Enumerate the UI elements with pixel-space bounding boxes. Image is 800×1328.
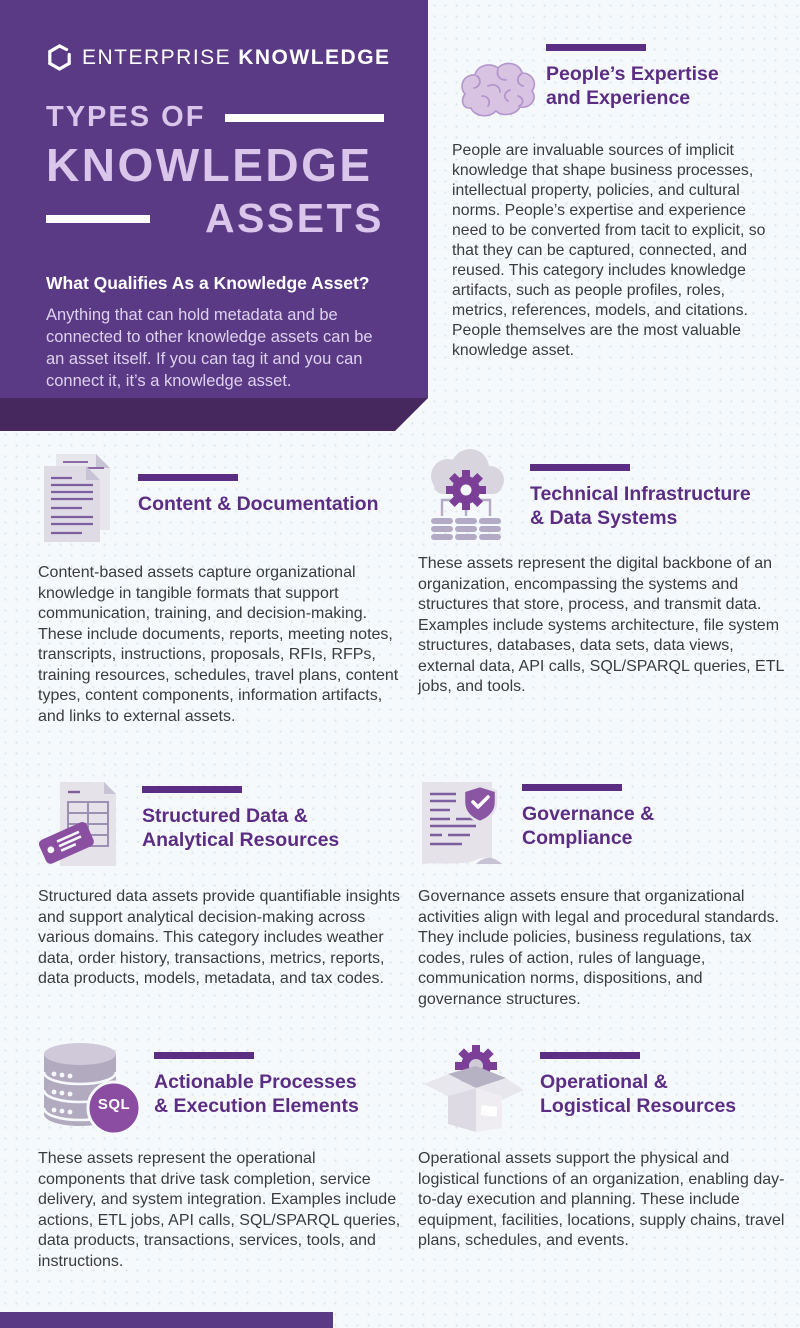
section-title-content: Content & Documentation	[138, 493, 379, 515]
section-content	[38, 452, 404, 727]
brand-name	[82, 46, 391, 70]
title-assets: ASSETS	[204, 195, 384, 241]
section-structured	[38, 780, 404, 990]
header-block	[0, 0, 428, 398]
title-rule-right	[225, 114, 384, 122]
shield-document-icon	[418, 780, 504, 877]
section-title-operational: Operational & Logistical Resources	[540, 1071, 737, 1117]
database-sql-icon	[38, 1040, 140, 1141]
section-rule	[530, 464, 630, 471]
section-body-actionable: These assets represent the operational components that drive task completion, service delivery, and system integration. Examples include actions, ETL jobs, API calls, SQL/SPARQL queries, data products, transactions, services, tools, and instructions.	[38, 1150, 401, 1270]
section-title-governance: Governance & Compliance	[522, 803, 655, 849]
brand-logo	[46, 44, 391, 71]
section-governance	[418, 780, 786, 1010]
section-title-people: People’s Expertise and Experience	[546, 63, 719, 109]
section-title-structured: Structured Data & Analytical Resources	[142, 805, 340, 851]
table-tag-icon	[38, 780, 122, 877]
poster-title	[46, 101, 384, 242]
question-body: Anything that can hold metadata and be connected to other knowledge assets can be an asset itself. If you can tag it and you can connect it, it’s a knowledge asset.	[46, 306, 373, 390]
section-body-content: Content-based assets capture organizational knowledge in tangible formats that support communication, training, and decision-making. These include documents, reports, meeting notes, transcripts, instructions, proposals, RFIs, RFPs, training resources, schedules, travel plans, content types, content components, information artifacts, and links to external assets.	[38, 564, 399, 725]
section-body-structured: Structured data assets provide quantifiable insights and support analytical decision-making across various domains. This category includes weather data, order history, transactions, metrics, reports, data products, models, metadata, and tax codes.	[38, 888, 400, 987]
cloud-database-icon	[418, 448, 514, 549]
question-heading: What Qualifies As a Knowledge Asset?	[46, 273, 370, 293]
section-rule	[522, 784, 622, 791]
documents-icon	[38, 452, 120, 549]
section-operational	[418, 1040, 786, 1252]
section-rule	[540, 1052, 640, 1059]
section-people	[452, 44, 778, 361]
hexagon-logo-icon	[46, 44, 73, 71]
title-types-of: TYPES OF	[46, 101, 206, 133]
section-rule	[142, 786, 242, 793]
section-technical	[418, 448, 786, 698]
title-rule-left	[46, 215, 150, 223]
section-title-actionable: Actionable Processes & Execution Elements	[154, 1071, 359, 1117]
brain-icon	[452, 56, 538, 123]
brand-word-knowledge: KNOWLEDGE	[238, 45, 391, 69]
section-actionable	[38, 1040, 404, 1272]
section-body-governance: Governance assets ensure that organizational activities align with legal and procedural standards. They include policies, business regulations, tax codes, rules of action, rules of language, communication norms, dispositions, and governance structures.	[418, 888, 780, 1008]
brand-word-enterprise: ENTERPRISE	[82, 45, 232, 69]
section-body-people: People are invaluable sources of implicit knowledge that shape business processes, intellectual property, policies, and cultural norms. People’s expertise and experience need to be converted from tacit to explicit, so that they can be captured, connected, and reused. This category includes knowledge artifacts, such as people profiles, roles, metrics, references, models, and citations. People themselves are the most valuable knowledge asset.	[452, 142, 766, 359]
footer-accent-bar	[0, 1312, 333, 1328]
title-knowledge: KNOWLEDGE	[46, 139, 373, 191]
section-rule	[138, 474, 238, 481]
header-accent-bar	[0, 398, 428, 431]
section-title-technical: Technical Infrastructure & Data Systems	[530, 483, 751, 529]
section-body-technical: These assets represent the digital backbone of an organization, encompassing the systems and structures that store, process, and transmit data. Examples include systems architecture, file system structures, databases, data sets, data views, external data, API calls, SQL/SPARQL queries, ETL jobs, and tools.	[418, 555, 784, 695]
section-rule	[154, 1052, 254, 1059]
section-body-operational: Operational assets support the physical and logistical functions of an organization, enabling day-to-day execution and planning. These include equipment, facilities, locations, supply chains, travel plans, schedules, and events.	[418, 1150, 785, 1249]
box-gear-icon	[418, 1040, 528, 1141]
sql-label: SQL	[97, 1096, 131, 1113]
section-rule	[546, 44, 646, 51]
